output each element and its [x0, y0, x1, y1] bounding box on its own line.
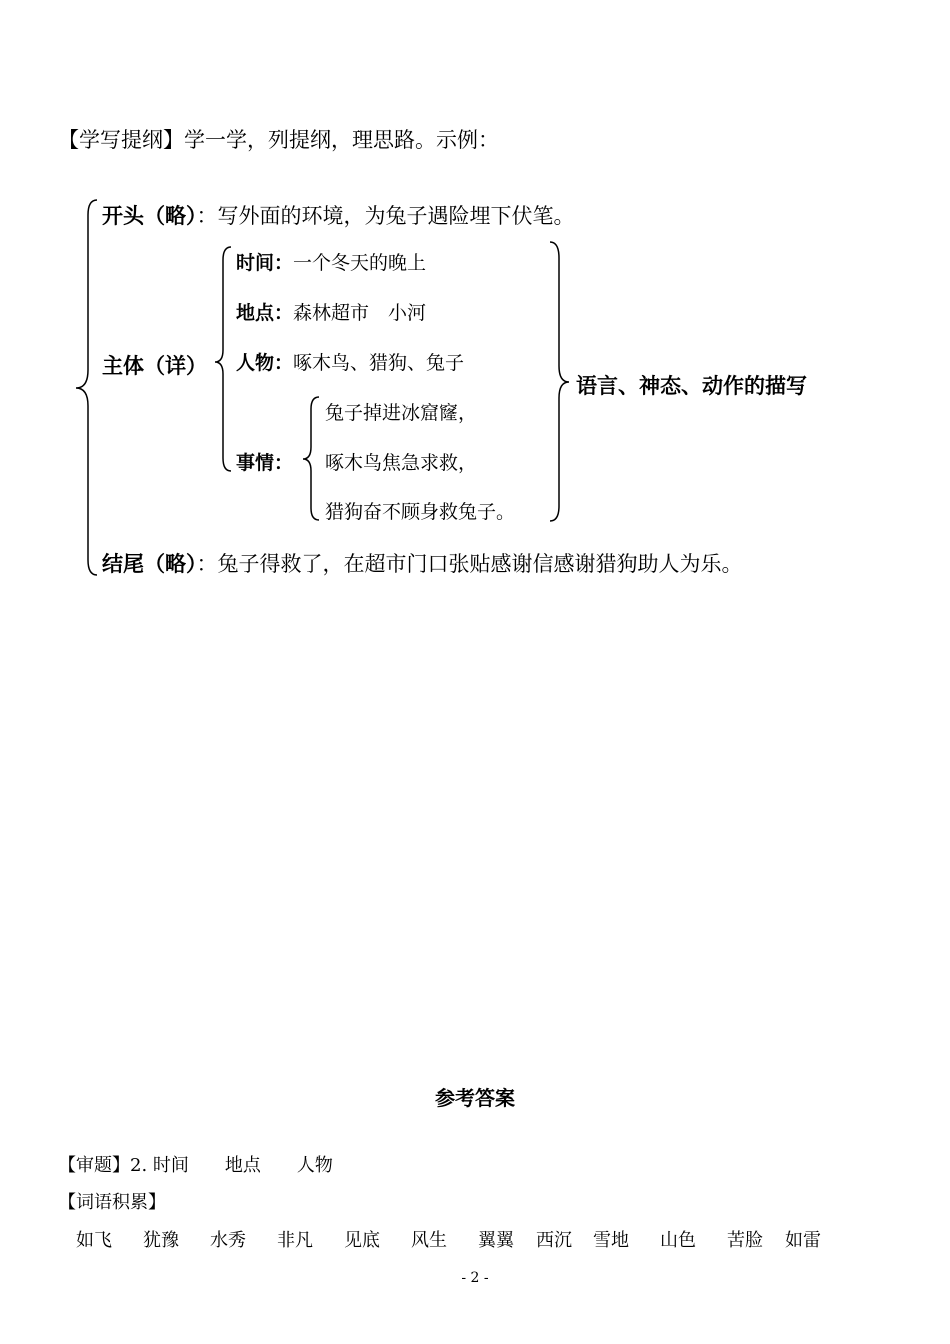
vocab-word: 犹豫	[143, 1230, 179, 1251]
vocab-word: 西沉	[536, 1230, 572, 1251]
ending-text: ：兔子得救了，在超市门口张贴感谢信感谢猎狗助人为乐。	[196, 552, 743, 576]
events-brace	[303, 397, 319, 520]
place-label: 地点：	[236, 302, 294, 324]
body-time-row	[236, 248, 426, 275]
body-label: 主体（详）	[102, 354, 207, 378]
vocab-word: 如雷	[785, 1230, 821, 1251]
vocab-word: 见底	[344, 1230, 380, 1251]
outline-opening	[102, 200, 575, 230]
vocab-word: 翼翼	[478, 1230, 514, 1251]
body-people-row	[236, 348, 464, 375]
vocab-word: 山色	[660, 1230, 696, 1251]
event-item: 兔子掉进冰窟窿，	[325, 402, 478, 424]
ending-label: 结尾（略）	[102, 552, 197, 576]
vocab-word: 雪地	[593, 1230, 629, 1251]
place-value: 森林超市 小河	[293, 302, 427, 324]
section-heading-text: 学一学，列提纲，理思路。示例：	[184, 128, 499, 152]
writing-focus: 语言、神态、动作的描写	[576, 374, 807, 398]
vocab-word: 如飞	[76, 1230, 112, 1251]
body-brace	[215, 247, 231, 471]
event-item: 猎狗奋不顾身救兔子。	[325, 501, 516, 523]
answers-review	[58, 1151, 333, 1177]
review-label: 【审题】	[58, 1155, 130, 1176]
people-label: 人物：	[236, 352, 294, 374]
vocab-word: 非凡	[277, 1230, 313, 1251]
right-brace	[550, 242, 569, 521]
body-place-row	[236, 298, 426, 325]
answers-title: 参考答案	[435, 1086, 515, 1110]
outer-brace	[76, 200, 97, 575]
time-label: 时间：	[236, 252, 294, 274]
events-label: 事情：	[236, 452, 294, 474]
vocab-word: 水秀	[210, 1230, 246, 1251]
vocab-label: 【词语积累】	[58, 1192, 166, 1213]
people-value: 啄木鸟、猎狗、兔子	[293, 352, 465, 374]
vocab-word: 苦脸	[727, 1230, 763, 1251]
section-heading-label: 【学写提纲】	[58, 128, 184, 152]
opening-label: 开头（略）	[102, 204, 197, 228]
page-number: - 2 -	[461, 1270, 489, 1286]
opening-text: ：写外面的环境，为兔子遇险埋下伏笔。	[196, 204, 575, 228]
vocab-word: 风生	[411, 1230, 447, 1251]
time-value: 一个冬天的晚上	[293, 252, 427, 274]
event-item: 啄木鸟焦急求救，	[325, 452, 478, 474]
review-text: 2. 时间 地点 人物	[130, 1155, 333, 1176]
outline-ending	[102, 548, 743, 578]
